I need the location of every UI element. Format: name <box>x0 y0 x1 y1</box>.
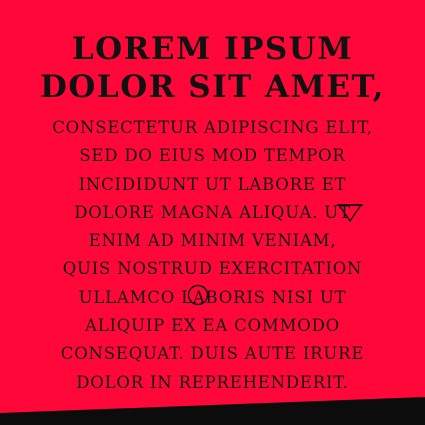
body-line-1: CONSECTETUR ADIPISCING ELIT, <box>52 118 373 137</box>
body-line-6: QUIS NOSTRUD EXERCITATION <box>62 259 363 279</box>
body-line-8: ALIQUIP EX EA COMMODO <box>85 316 340 336</box>
body-line-9: CONSEQUAT. DUIS AUTE IRURE <box>60 344 365 364</box>
body-line-4: DOLORE MAGNA ALIQUA. UT <box>74 202 351 222</box>
headline-line-2: DOLOR SIT AMET, <box>40 69 385 105</box>
body-line-10: DOLOR IN REPREHENDERIT. <box>76 372 349 392</box>
body-line-2: SED DO EIUS MOD TEMPOR <box>79 146 346 166</box>
body-line-3: INCIDIDUNT UT LABORE ET <box>78 174 347 194</box>
body-line-7: ULLAMCO LABORIS NISI UT <box>78 287 347 307</box>
headline-line-1: LOREM IPSUM <box>71 31 354 67</box>
body-line-5: ENIM AD MINIM VENIAM, <box>88 231 337 251</box>
